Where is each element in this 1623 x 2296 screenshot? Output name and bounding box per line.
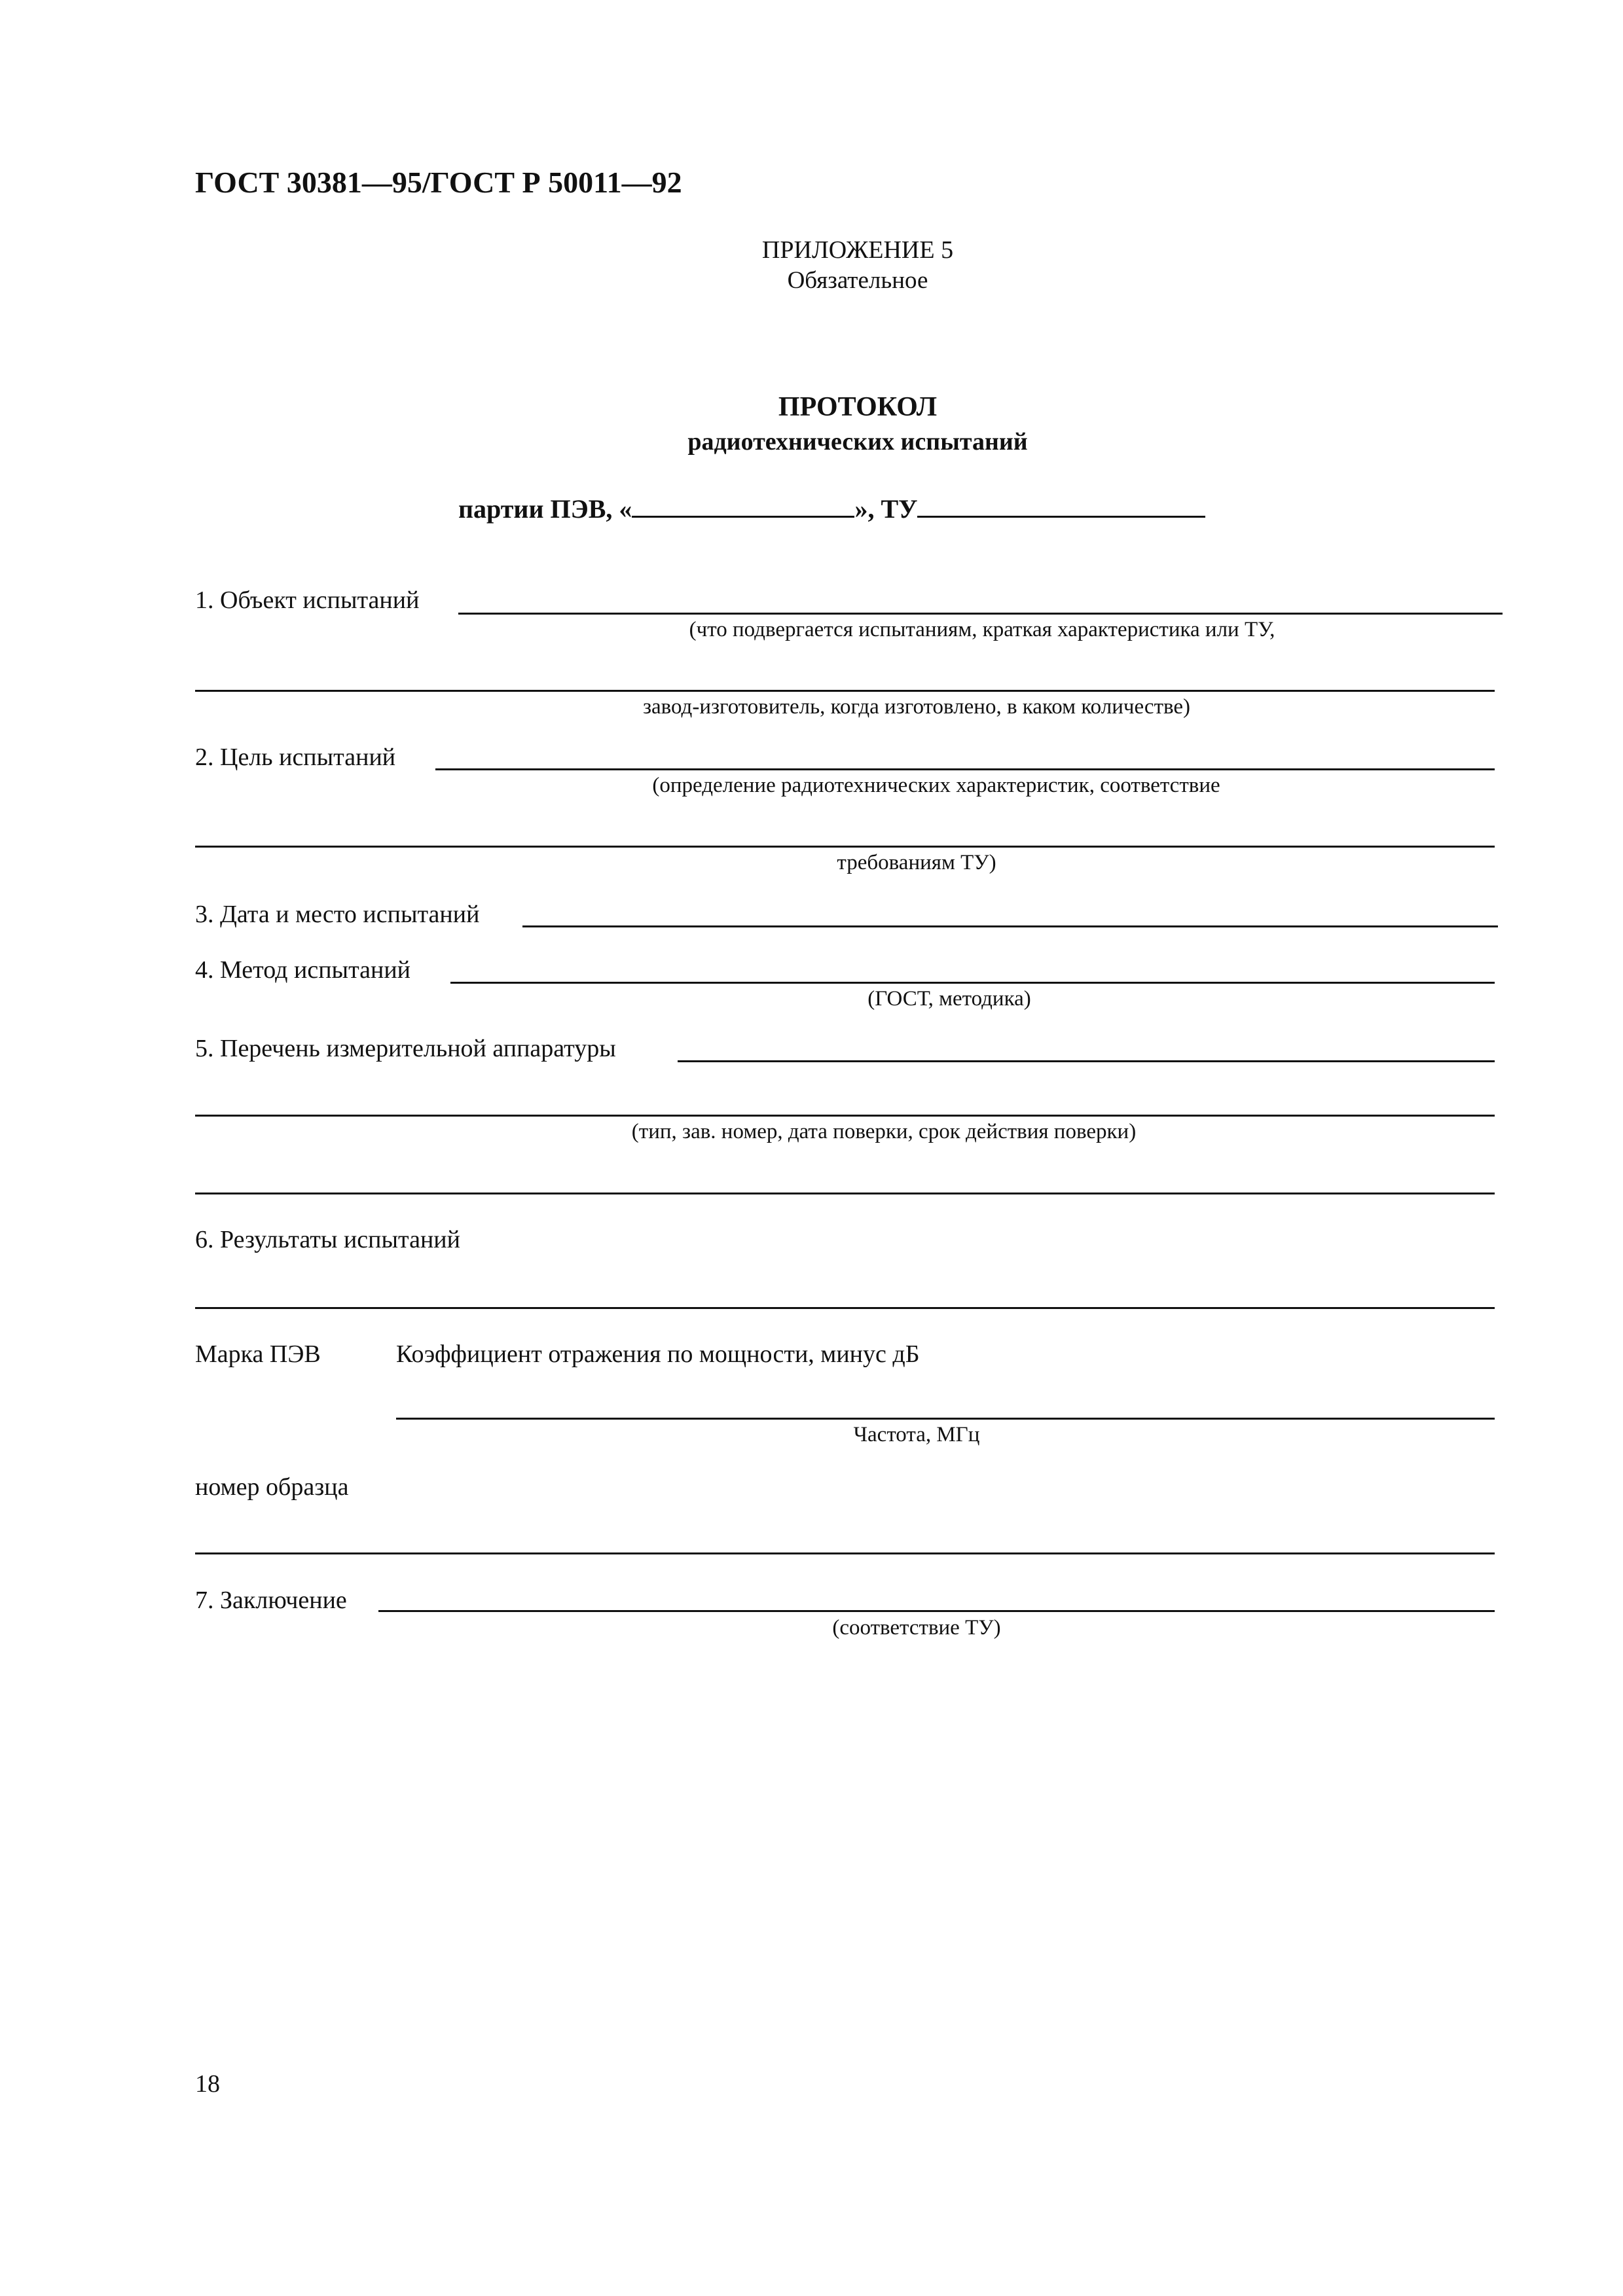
batch-mid: », ТУ bbox=[854, 494, 918, 524]
item-6-label: 6. Результаты испытаний bbox=[195, 1226, 460, 1253]
item-2-caption-1: (определение радиотехнических характеристик, соответствие bbox=[652, 774, 1220, 797]
item-6-field[interactable] bbox=[195, 1307, 1495, 1309]
item-2-caption-2: требованиям ТУ) bbox=[837, 851, 996, 874]
item-1-caption-1: (что подвергается испытаниям, краткая характеристика или ТУ, bbox=[689, 618, 1275, 641]
item-1-label: 1. Объект испытаний bbox=[195, 586, 420, 614]
protocol-subtitle: радиотехнических испытаний bbox=[687, 428, 1028, 456]
appendix-title: ПРИЛОЖЕНИЕ 5 bbox=[761, 236, 954, 264]
item-4-caption: (ГОСТ, методика) bbox=[867, 987, 1031, 1011]
page-number: 18 bbox=[195, 2070, 220, 2098]
item-7-caption: (соответствие ТУ) bbox=[832, 1616, 1001, 1640]
item-5-field-2[interactable] bbox=[195, 1115, 1495, 1117]
sample-number-label: номер образца bbox=[195, 1473, 349, 1501]
frequency-line[interactable] bbox=[396, 1418, 1495, 1420]
item-4-label: 4. Метод испытаний bbox=[195, 956, 411, 984]
batch-line bbox=[458, 491, 1205, 524]
item-1-caption-2: завод-изготовитель, когда изготовлено, в каком количестве) bbox=[642, 695, 1191, 719]
item-7-field[interactable] bbox=[378, 1610, 1495, 1612]
mark-label: Марка ПЭВ bbox=[195, 1340, 321, 1368]
item-5-field[interactable] bbox=[678, 1060, 1495, 1062]
item-1-field[interactable] bbox=[458, 613, 1503, 615]
item-2-label: 2. Цель испытаний bbox=[195, 744, 396, 771]
frequency-caption: Частота, МГц bbox=[853, 1423, 980, 1446]
sample-line[interactable] bbox=[195, 1552, 1495, 1554]
batch-prefix: партии ПЭВ, « bbox=[458, 494, 632, 524]
item-5-caption: (тип, зав. номер, дата поверки, срок действия поверки) bbox=[631, 1120, 1137, 1143]
item-4-field[interactable] bbox=[450, 982, 1495, 984]
item-7-label: 7. Заключение bbox=[195, 1587, 347, 1614]
item-2-field[interactable] bbox=[435, 768, 1495, 770]
item-1-field-2[interactable] bbox=[195, 690, 1495, 692]
protocol-title: ПРОТОКОЛ bbox=[778, 392, 938, 422]
document-header: ГОСТ 30381—95/ГОСТ Р 50011—92 bbox=[195, 166, 682, 199]
appendix-status: Обязательное bbox=[787, 267, 928, 294]
tu-field[interactable] bbox=[917, 491, 1205, 518]
item-5-field-3[interactable] bbox=[195, 1193, 1495, 1194]
item-3-field[interactable] bbox=[522, 925, 1498, 927]
batch-name-field[interactable] bbox=[632, 491, 854, 518]
coefficient-label: Коэффициент отражения по мощности, минус дБ bbox=[396, 1340, 920, 1368]
item-5-label: 5. Перечень измерительной аппаратуры bbox=[195, 1035, 616, 1062]
item-2-field-2[interactable] bbox=[195, 846, 1495, 848]
item-3-label: 3. Дата и место испытаний bbox=[195, 901, 480, 928]
